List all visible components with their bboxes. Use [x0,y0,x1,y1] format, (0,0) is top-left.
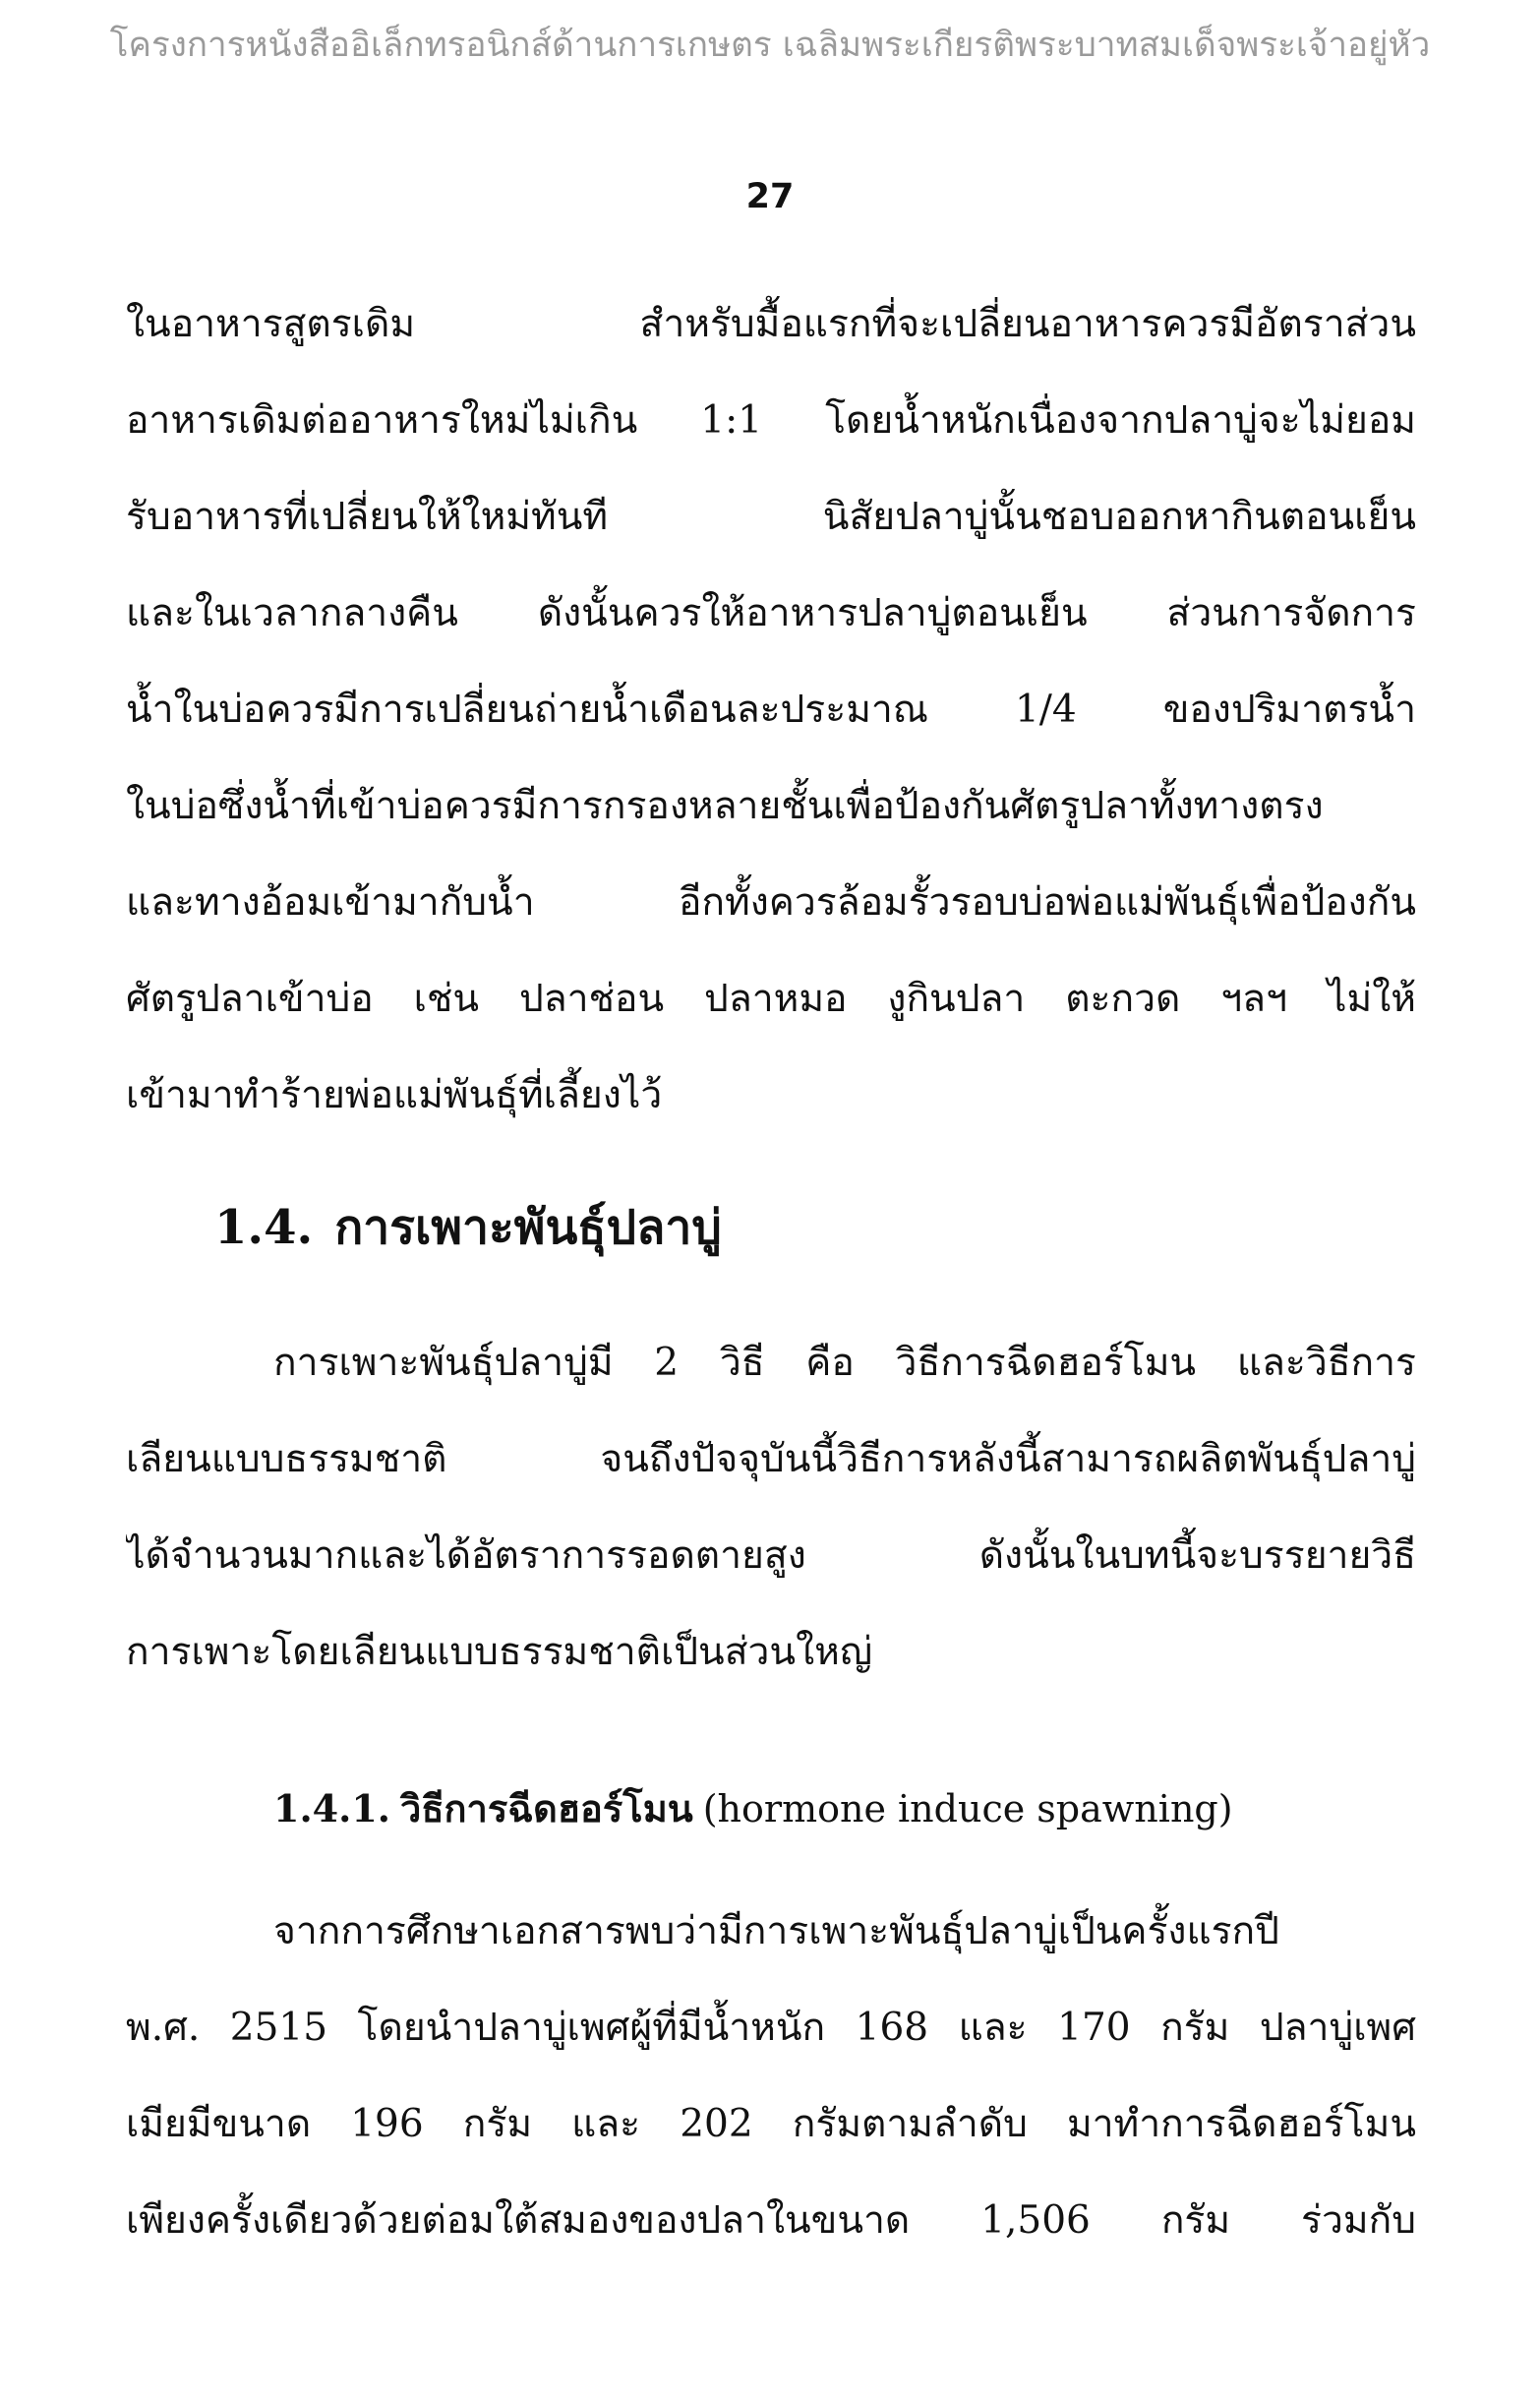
paragraph-line: รับอาหารที่เปลี่ยนให้ใหม่ทันที นิสัยปลาบู่นั้นชอบออกหากินตอนเย็น [126,495,1416,539]
paragraph-line: ในอาหารสูตรเดิม สำหรับมื้อแรกที่จะเปลี่ยนอาหารควรมีอัตราส่วน [126,302,1416,346]
page-header: โครงการหนังสืออิเล็กทรอนิกส์ด้านการเกษตร เฉลิมพระเกียรติพระบาทสมเด็จพระเจ้าอยู่หัว [109,26,1431,65]
paragraph-line: ในบ่อซึ่งน้ำที่เข้าบ่อควรมีการกรองหลายชั้นเพื่อป้องกันศัตรูปลาทั้งทางตรง [126,784,1324,828]
paragraph-line: และในเวลากลางคืน ดังนั้นควรให้อาหารปลาบู่ตอนเย็น ส่วนการจัดการ [126,591,1416,635]
section-title: การเพาะพันธุ์ปลาบู่ [334,1200,722,1255]
subsection-title: วิธีการฉีดฮอร์โมน [400,1786,693,1830]
paragraph-line: และทางอ้อมเข้ามากับน้ำ อีกทั้งควรล้อมรั้วรอบบ่อพ่อแม่พันธุ์เพื่อป้องกัน [126,880,1416,925]
paragraph-line: การเพาะพันธุ์ปลาบู่มี 2 วิธี คือ วิธีการฉีดฮอร์โมน และวิธีการ [273,1341,1416,1385]
subsection-number: 1.4.1. [273,1786,391,1830]
paragraph-line: เข้ามาทำร้ายพ่อแม่พันธุ์ที่เลี้ยงไว้ [126,1073,663,1117]
paragraph-line: เมียมีขนาด 196 กรัม และ 202 กรัมตามลำดับ มาทำการฉีดฮอร์โมน [126,2102,1416,2146]
paragraph-line: การเพาะโดยเลียนแบบธรรมชาติเป็นส่วนใหญ่ [126,1630,873,1674]
paragraph-line: จากการศึกษาเอกสารพบว่ามีการเพาะพันธุ์ปลาบู่เป็นครั้งแรกปี [273,1909,1279,1953]
paragraph-line: เพียงครั้งเดียวด้วยต่อมใต้สมองของปลาในขนาด 1,506 กรัม ร่วมกับ [126,2198,1416,2243]
subsection-english-title: (hormone induce spawning) [702,1787,1233,1830]
paragraph-line: ได้จำนวนมากและได้อัตราการรอดตายสูง ดังนั้นในบทนี้จะบรรยายวิธี [126,1533,1416,1578]
paragraph-line: พ.ศ. 2515 โดยนำปลาบู่เพศผู้ที่มีน้ำหนัก 168 และ 170 กรัม ปลาบู่เพศ [126,2006,1416,2050]
section-heading [214,1190,722,1265]
subsection-heading [273,1778,1233,1838]
paragraph-line: ศัตรูปลาเข้าบ่อ เช่น ปลาช่อน ปลาหมอ งูกินปลา ตะกวด ฯลฯ ไม่ให้ [126,977,1416,1021]
paragraph-line: เลียนแบบธรรมชาติ จนถึงปัจจุบันนี้วิธีการหลังนี้สามารถผลิตพันธุ์ปลาบู่ [126,1437,1416,1481]
page-number: 27 [745,177,795,216]
paragraph-line: อาหารเดิมต่ออาหารใหม่ไม่เกิน 1:1 โดยน้ำหนักเนื่องจากปลาบู่จะไม่ยอม [126,398,1416,443]
section-number: 1.4. [214,1200,314,1255]
paragraph-line: น้ำในบ่อควรมีการเปลี่ยนถ่ายน้ำเดือนละประมาณ 1/4 ของปริมาตรน้ำ [126,688,1416,732]
